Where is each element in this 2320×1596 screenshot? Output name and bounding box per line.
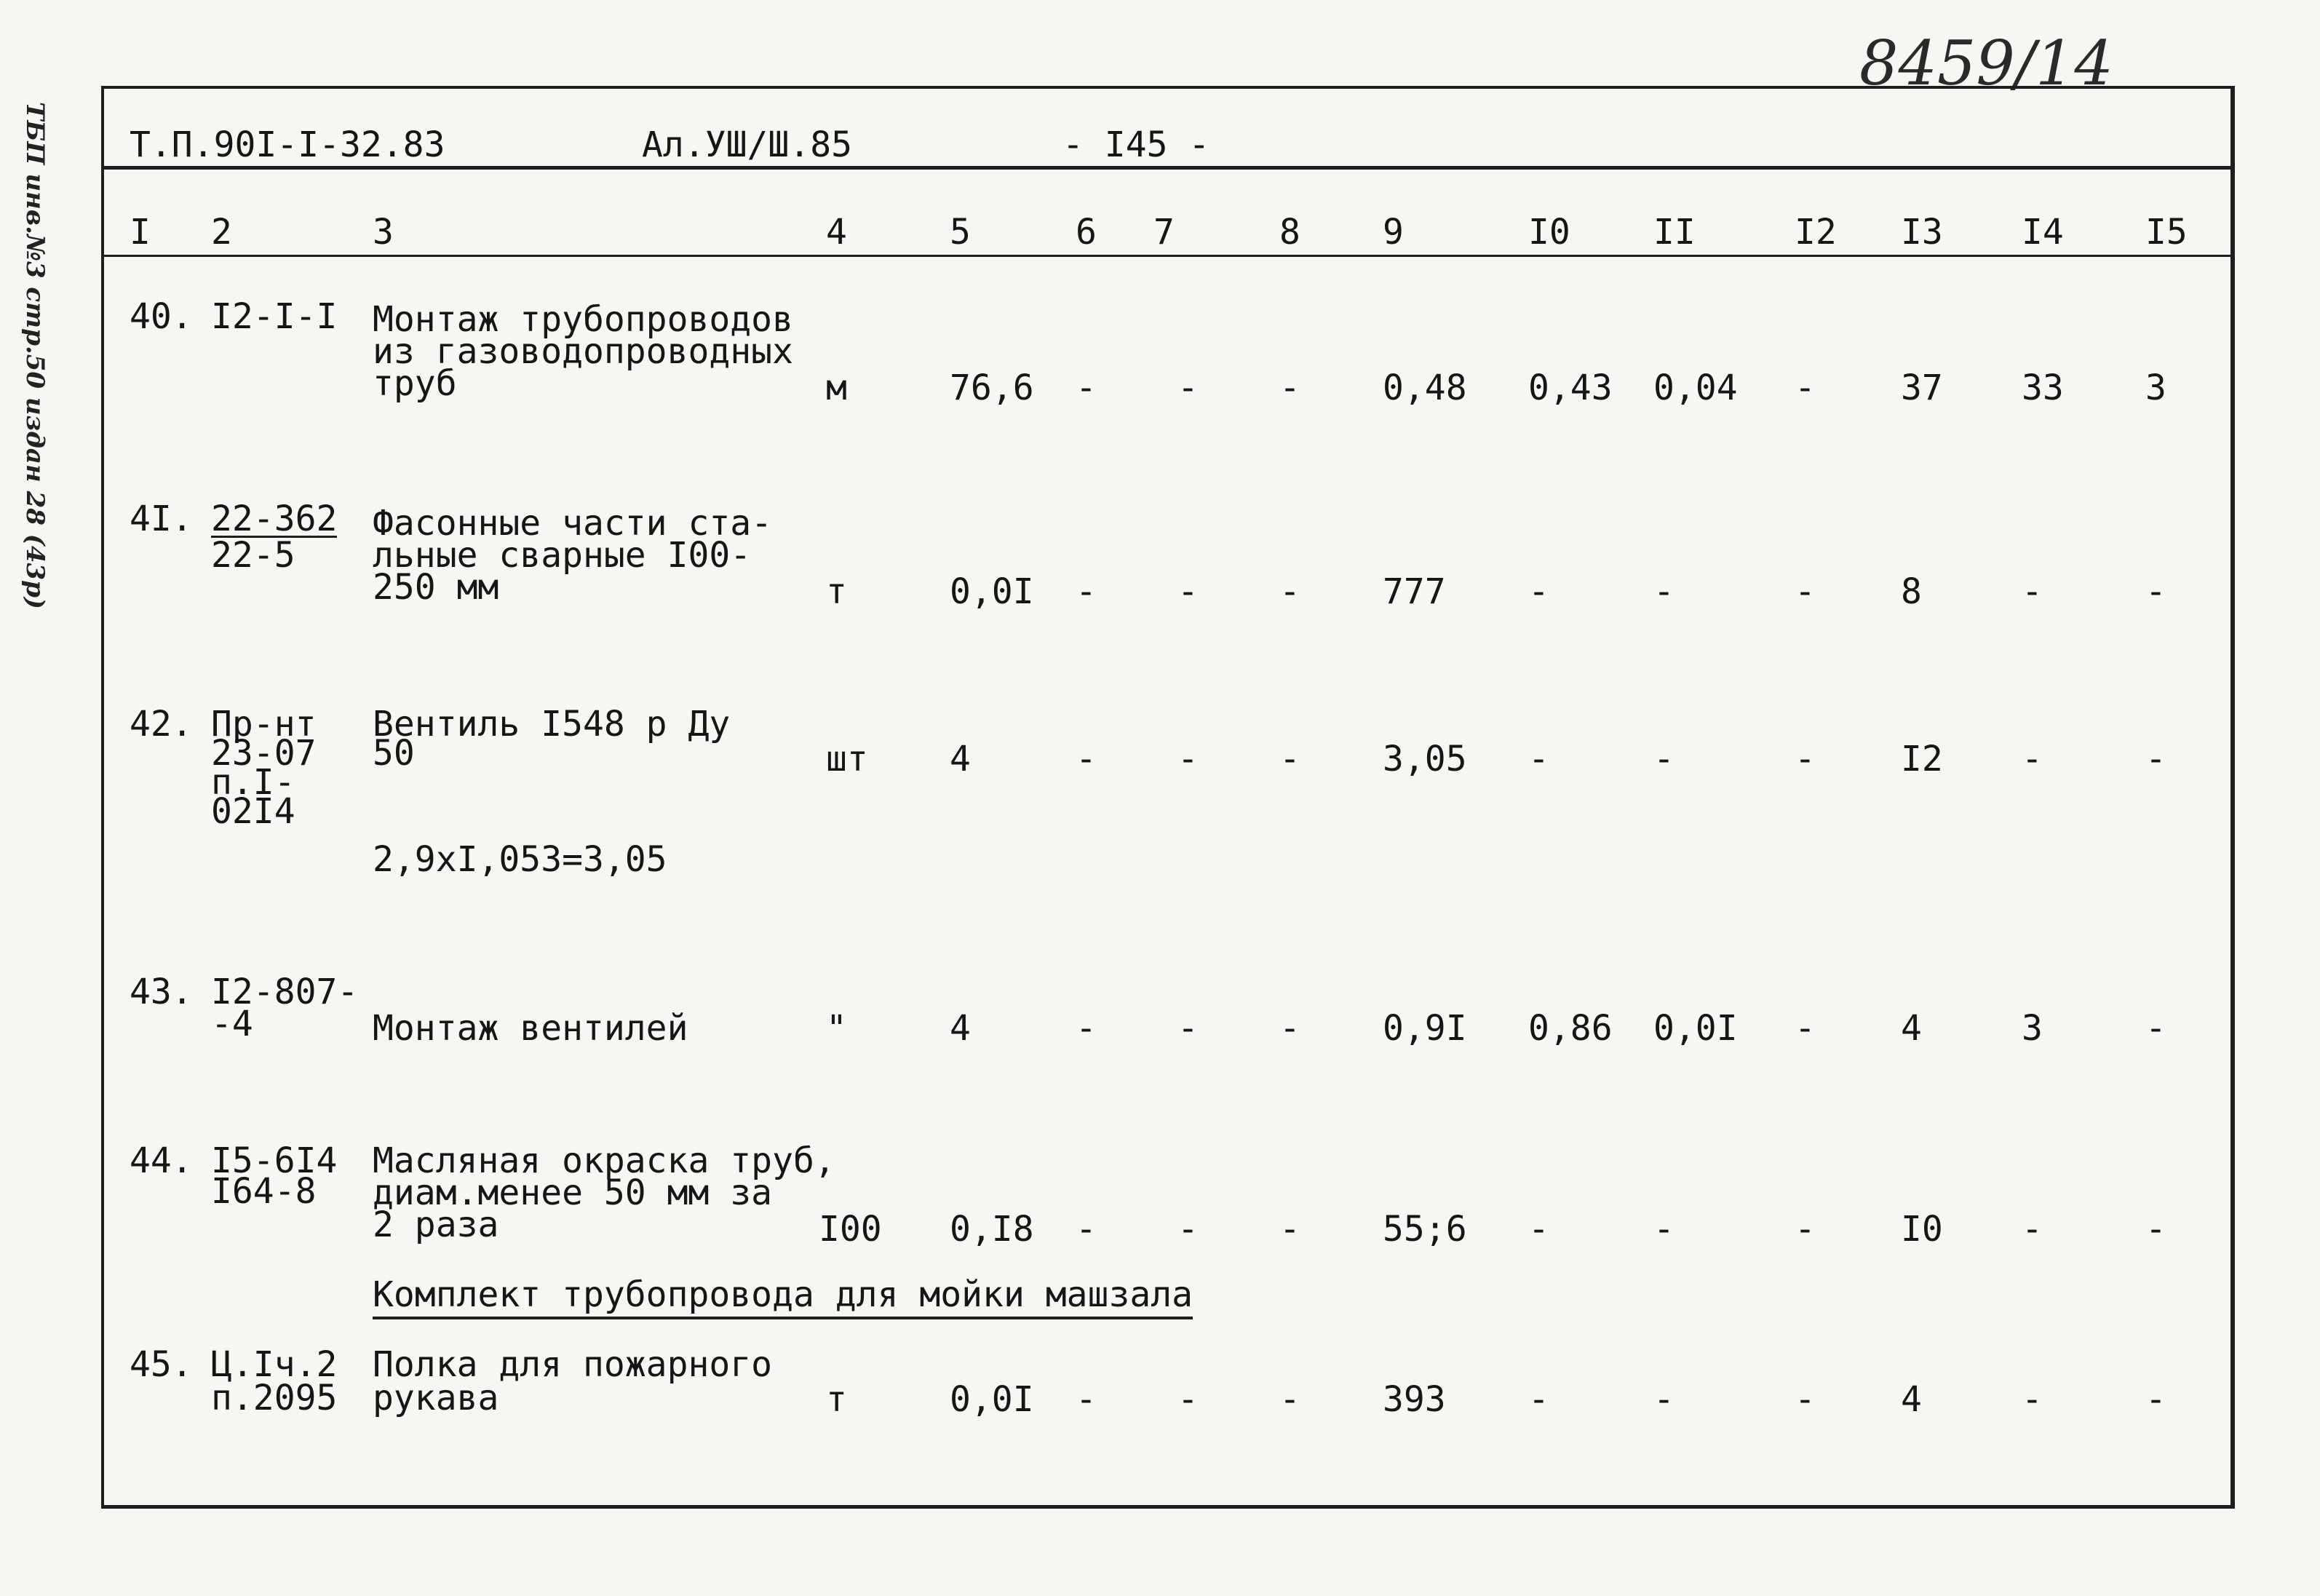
cell-col7: -	[1177, 368, 1199, 408]
col-num-14: I4	[2022, 212, 2064, 253]
quantity: 76,6	[950, 368, 1034, 408]
calculation-note: 2,9хI,053=3,05	[373, 839, 667, 880]
cell-col6: -	[1076, 571, 1097, 612]
item-name-line: 2 раза	[373, 1204, 499, 1245]
cell-col13: I0	[1901, 1209, 1943, 1250]
unit: I00	[819, 1209, 882, 1250]
cell-col7: -	[1177, 1379, 1199, 1420]
cell-col12: -	[1795, 1379, 1816, 1420]
side-stamp-text: ТБП инв.№3 стр.50 издан 28 (43р)	[20, 102, 49, 609]
rate-code-numerator	[211, 499, 338, 539]
cell-col6: -	[1076, 1379, 1097, 1420]
header-rule	[101, 166, 2235, 170]
cell-col13: 4	[1901, 1379, 1922, 1420]
cell-col13: I2	[1901, 739, 1943, 779]
cell-col6: -	[1076, 1008, 1097, 1049]
rate-code-line: I64-8	[211, 1171, 317, 1212]
cell-col12: -	[1795, 368, 1816, 408]
cell-col15: -	[2145, 1379, 2166, 1420]
cell-col10: -	[1528, 1379, 1549, 1420]
quantity: 4	[950, 739, 971, 779]
col-num-9: 9	[1383, 212, 1404, 253]
col-num-8: 8	[1279, 212, 1300, 253]
row-number: 45.	[130, 1344, 193, 1385]
cell-col15: -	[2145, 1008, 2166, 1049]
row-number: 43.	[130, 972, 193, 1012]
item-name-line: Полка для пожарного	[373, 1344, 773, 1385]
rate-code-line: Пр-нт	[211, 704, 317, 745]
rate-code-line: 23-07	[211, 733, 317, 774]
cell-col11: -	[1653, 1379, 1675, 1420]
row-number: 42.	[130, 704, 193, 745]
cell-col7: -	[1177, 739, 1199, 779]
quantity: 0,0I	[950, 571, 1034, 612]
cell-col11: -	[1653, 571, 1675, 612]
archive-number: 8459/14	[1859, 28, 2113, 99]
cell-col9: 777	[1383, 571, 1446, 612]
col-num-13: I3	[1901, 212, 1943, 253]
unit: "	[826, 1008, 847, 1049]
album-ref: Ал.УШ/Ш.85	[642, 124, 852, 165]
cell-col11: 0,0I	[1653, 1008, 1738, 1049]
cell-col10: -	[1528, 739, 1549, 779]
cell-col8: -	[1279, 1209, 1300, 1250]
item-name-line: Монтаж вентилей	[373, 1008, 688, 1049]
cell-col10: 0,43	[1528, 368, 1613, 408]
cell-col13: 4	[1901, 1008, 1922, 1049]
rate-code-line: I5-6I4	[211, 1140, 338, 1181]
cell-col9: 393	[1383, 1379, 1446, 1420]
column-number-rule	[101, 255, 2235, 257]
cell-col12: -	[1795, 1209, 1816, 1250]
cell-col12: -	[1795, 739, 1816, 779]
cell-col15: 3	[2145, 368, 2166, 408]
quantity: 4	[950, 1008, 971, 1049]
cell-col14: -	[2022, 1209, 2043, 1250]
page-number: - I45 -	[1062, 124, 1210, 165]
cell-col9: 3,05	[1383, 739, 1467, 779]
cell-col14: 33	[2022, 368, 2064, 408]
rate-code: I2-I-I	[211, 296, 338, 337]
item-name-line: льные сварные I00-	[373, 535, 752, 576]
rate-code-line: I2-807-	[211, 972, 359, 1012]
item-name-line: рукава	[373, 1378, 499, 1418]
cell-col15: -	[2145, 1209, 2166, 1250]
item-name-line: труб	[373, 363, 457, 404]
rate-code-line: п.I-	[211, 762, 295, 803]
rate-code-line: -4	[211, 1004, 253, 1044]
item-name-line: Масляная окраска труб,	[373, 1140, 835, 1181]
item-name-line: 250 мм	[373, 567, 499, 608]
section-heading	[373, 1274, 1193, 1315]
item-name-line: диам.менее 50 мм за	[373, 1172, 773, 1213]
cell-col8: -	[1279, 368, 1300, 408]
cell-col14: -	[2022, 739, 2043, 779]
rate-code-denominator: 22-5	[211, 535, 295, 576]
cell-col7: -	[1177, 1008, 1199, 1049]
side-stamp	[20, 102, 93, 626]
item-name-line: Монтаж трубопроводов	[373, 299, 793, 340]
item-name-line: из газоводопроводных	[373, 331, 793, 372]
col-num-6: 6	[1076, 212, 1097, 253]
item-name-line: Вентиль I548 р Ду	[373, 704, 731, 745]
cell-col11: -	[1653, 1209, 1675, 1250]
cell-col9: 0,48	[1383, 368, 1467, 408]
rate-code-line: п.2095	[211, 1378, 338, 1418]
row-number: 44.	[130, 1140, 193, 1181]
col-num-5: 5	[950, 212, 971, 253]
cell-col6: -	[1076, 739, 1097, 779]
col-num-11: II	[1653, 212, 1696, 253]
unit: т	[826, 1379, 847, 1420]
cell-col11: 0,04	[1653, 368, 1738, 408]
unit: шт	[826, 739, 868, 779]
cell-col15: -	[2145, 739, 2166, 779]
cell-col10: -	[1528, 1209, 1549, 1250]
cell-col14: -	[2022, 571, 2043, 612]
cell-col8: -	[1279, 571, 1300, 612]
cell-col7: -	[1177, 1209, 1199, 1250]
rate-code-fraction-top: 22-362	[211, 499, 338, 539]
unit: т	[826, 571, 847, 612]
row-number: 40.	[130, 296, 193, 337]
unit: м	[826, 368, 847, 408]
item-name-line: Фасонные части ста-	[373, 503, 773, 544]
cell-col9: 55;6	[1383, 1209, 1467, 1250]
col-num-7: 7	[1153, 212, 1175, 253]
cell-col10: -	[1528, 571, 1549, 612]
rate-code-line: Ц.Iч.2	[211, 1344, 338, 1385]
item-name-line: 50	[373, 733, 415, 774]
cell-col6: -	[1076, 1209, 1097, 1250]
cell-col8: -	[1279, 1379, 1300, 1420]
cell-col13: 8	[1901, 571, 1922, 612]
col-num-15: I5	[2145, 212, 2188, 253]
cell-col9: 0,9I	[1383, 1008, 1467, 1049]
row-number: 4I.	[130, 499, 193, 539]
cell-col10: 0,86	[1528, 1008, 1613, 1049]
rate-code-line: 02I4	[211, 791, 295, 832]
col-num-10: I0	[1528, 212, 1570, 253]
cell-col7: -	[1177, 571, 1199, 612]
col-num-4: 4	[826, 212, 847, 253]
doc-code: Т.П.90I-I-32.83	[130, 124, 445, 165]
section-heading-text: Комплект трубопровода для мойки машзала	[373, 1274, 1193, 1319]
cell-col8: -	[1279, 739, 1300, 779]
cell-col15: -	[2145, 571, 2166, 612]
col-num-1: I	[130, 212, 151, 253]
quantity: 0,0I	[950, 1379, 1034, 1420]
cell-col6: -	[1076, 368, 1097, 408]
cell-col12: -	[1795, 571, 1816, 612]
col-num-3: 3	[373, 212, 394, 253]
cell-col11: -	[1653, 739, 1675, 779]
cell-col8: -	[1279, 1008, 1300, 1049]
cell-col13: 37	[1901, 368, 1943, 408]
cell-col12: -	[1795, 1008, 1816, 1049]
col-num-2: 2	[211, 212, 232, 253]
cell-col14: -	[2022, 1379, 2043, 1420]
col-num-12: I2	[1795, 212, 1837, 253]
cell-col14: 3	[2022, 1008, 2043, 1049]
quantity: 0,I8	[950, 1209, 1034, 1250]
